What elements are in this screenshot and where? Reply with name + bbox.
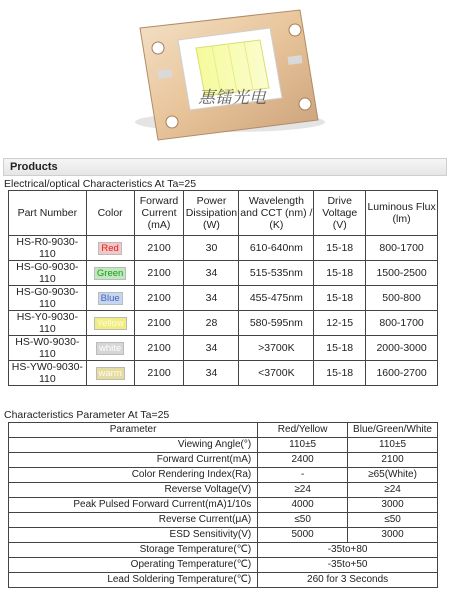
table-row [9,336,438,361]
red-yellow-cell: 110±5 [258,438,348,453]
red-yellow-cell: 5000 [258,528,348,543]
section2-title: Characteristics Parameter At Ta=25 [4,409,170,421]
part-number-cell: HS-YW0-9030-110 [9,361,87,386]
header-cell: Drive Voltage (V) [314,191,366,236]
wavelength-cell: 515-535nm [239,261,314,286]
parameter-cell: Viewing Angle(°) [9,438,258,453]
color-cell [86,286,134,311]
part-number-cell: HS-Y0-9030-110 [9,311,87,336]
table-row [9,498,438,513]
color-cell [86,261,134,286]
flux-cell: 500-800 [366,286,438,311]
flux-cell: 2000-3000 [366,336,438,361]
parameter-cell: Forward Current(mA) [9,453,258,468]
red-yellow-cell: 2400 [258,453,348,468]
color-cell [86,336,134,361]
part-number-cell: HS-W0-9030-110 [9,336,87,361]
value-cell: -35to+80 [258,543,438,558]
forward-current-cell: 2100 [134,336,184,361]
color-cell [86,311,134,336]
blue-green-white-cell: 3000 [348,498,438,513]
power-cell: 28 [184,311,239,336]
color-swatch: Red [98,242,121,255]
table-row [9,513,438,528]
header-cell: Forward Current (mA) [134,191,184,236]
color-swatch: warm [96,367,125,380]
red-yellow-cell: ≥24 [258,483,348,498]
power-cell: 34 [184,361,239,386]
header-cell: Red/Yellow [258,423,348,438]
wavelength-cell: >3700K [239,336,314,361]
products-heading: Products [3,158,447,176]
blue-green-white-cell: 3000 [348,528,438,543]
parameter-cell: Peak Pulsed Forward Current(mA)1/10s [9,498,258,513]
table-header-row [9,423,438,438]
color-swatch: Blue [98,292,123,305]
red-yellow-cell: - [258,468,348,483]
led-module-photo [0,0,450,150]
table-row [9,261,438,286]
flux-cell: 1600-2700 [366,361,438,386]
parameter-cell: Reverse Voltage(V) [9,483,258,498]
part-number-cell: HS-R0-9030-110 [9,236,87,261]
wavelength-cell: <3700K [239,361,314,386]
forward-current-cell: 2100 [134,286,184,311]
color-swatch: Yellow [94,317,127,330]
header-cell: Wavelength and CCT (nm) / (K) [239,191,314,236]
parameter-cell: Lead Soldering Temperature(℃) [9,573,258,588]
table-row [9,453,438,468]
power-cell: 30 [184,236,239,261]
color-cell [86,361,134,386]
brand-watermark: 惠镭光电 [198,88,266,108]
wavelength-cell: 455-475nm [239,286,314,311]
table-row [9,236,438,261]
table-row [9,438,438,453]
forward-current-cell: 2100 [134,311,184,336]
parameter-cell: Storage Temperature(℃) [9,543,258,558]
flux-cell: 1500-2500 [366,261,438,286]
color-swatch: white [96,342,124,355]
table-header-row [9,191,438,236]
header-cell: Part Number [9,191,87,236]
table-row [9,573,438,588]
red-yellow-cell: ≤50 [258,513,348,528]
header-cell: Power Dissipation (W) [184,191,239,236]
characteristics-parameter-table [8,422,438,588]
table-row [9,361,438,386]
red-yellow-cell: 4000 [258,498,348,513]
section1-title: Electrical/optical Characteristics At Ta=25 [4,178,197,190]
blue-green-white-cell: ≥65(White) [348,468,438,483]
voltage-cell: 12-15 [314,311,366,336]
table-row [9,468,438,483]
forward-current-cell: 2100 [134,361,184,386]
power-cell: 34 [184,336,239,361]
blue-green-white-cell: 110±5 [348,438,438,453]
wavelength-cell: 580-595nm [239,311,314,336]
voltage-cell: 15-18 [314,336,366,361]
power-cell: 34 [184,286,239,311]
forward-current-cell: 2100 [134,261,184,286]
parameter-cell: Reverse Current(μA) [9,513,258,528]
parameter-cell: Operating Temperature(℃) [9,558,258,573]
table-row [9,483,438,498]
wavelength-cell: 610-640nm [239,236,314,261]
part-number-cell: HS-G0-9030-110 [9,286,87,311]
blue-green-white-cell: 2100 [348,453,438,468]
header-cell: Luminous Flux (lm) [366,191,438,236]
parameter-cell: Color Rendering Index(Ra) [9,468,258,483]
forward-current-cell: 2100 [134,236,184,261]
flux-cell: 800-1700 [366,311,438,336]
value-cell: 260 for 3 Seconds [258,573,438,588]
blue-green-white-cell: ≤50 [348,513,438,528]
voltage-cell: 15-18 [314,261,366,286]
power-cell: 34 [184,261,239,286]
header-cell: Color [86,191,134,236]
blue-green-white-cell: ≥24 [348,483,438,498]
table-row [9,543,438,558]
electrical-optical-table [8,190,438,386]
voltage-cell: 15-18 [314,361,366,386]
table-row [9,311,438,336]
table-row [9,528,438,543]
header-cell: Blue/Green/White [348,423,438,438]
voltage-cell: 15-18 [314,236,366,261]
table-row [9,558,438,573]
flux-cell: 800-1700 [366,236,438,261]
parameter-cell: ESD Sensitivity(V) [9,528,258,543]
part-number-cell: HS-G0-9030-110 [9,261,87,286]
color-swatch: Green [94,267,126,280]
color-cell [86,236,134,261]
value-cell: -35to+50 [258,558,438,573]
voltage-cell: 15-18 [314,286,366,311]
table-row [9,286,438,311]
header-cell: Parameter [9,423,258,438]
